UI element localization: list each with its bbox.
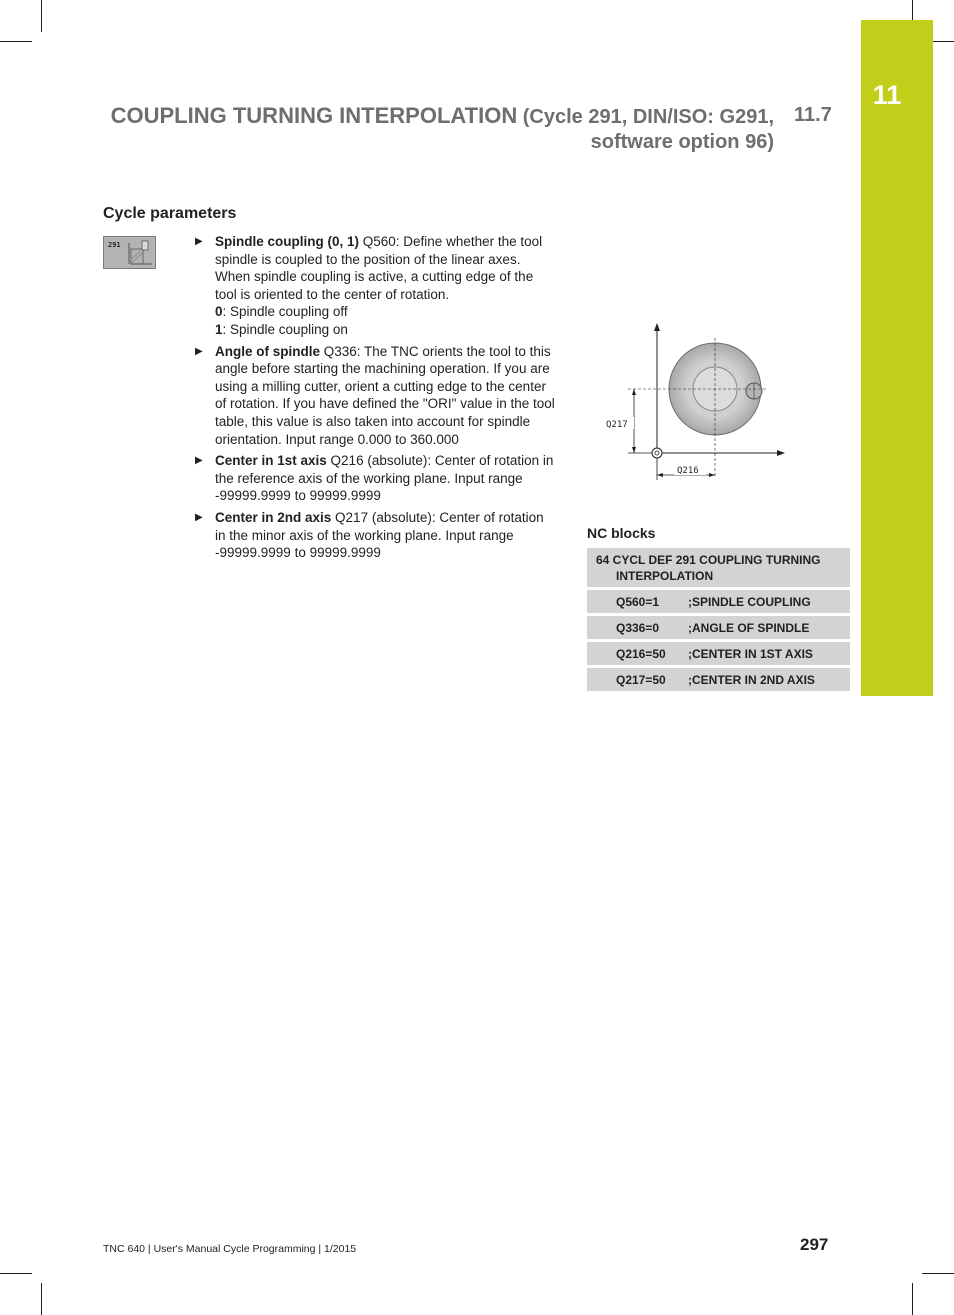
option-key: 1	[215, 321, 223, 337]
coupling-diagram	[598, 318, 790, 488]
chapter-number: 11	[872, 80, 902, 110]
y-axis-arrow-icon	[654, 323, 660, 331]
page-header	[111, 103, 774, 155]
header-title-sub-1: (Cycle 291, DIN/ISO: G291,	[517, 106, 774, 128]
crop-mark	[912, 1283, 913, 1315]
bullet-triangle-icon: ▶	[195, 511, 203, 523]
crop-mark	[41, 1283, 42, 1315]
param-item	[195, 509, 557, 562]
param-text: Q216 (absolute): Center of rotation in the reference axis of the working plane. Input range -99999.9999 to 99999.9999	[215, 453, 554, 504]
nc-param: Q336=0	[616, 621, 660, 635]
param-name: Center in 1st axis	[215, 453, 327, 469]
crop-mark	[41, 0, 42, 32]
q216-label: Q216	[677, 466, 699, 476]
footer-text: TNC 640 | User's Manual Cycle Programming | 1/2015	[103, 1243, 357, 1255]
param-name: Spindle coupling (0, 1)	[215, 234, 360, 249]
param-text: Q217 (absolute): Center of rotation in the minor axis of the working plane. Input range -99999.9999 to 99999.9999	[215, 509, 544, 561]
nc-blocks-title: NC blocks	[587, 525, 656, 541]
param-name: Center in 2nd axis	[215, 509, 332, 525]
crop-mark	[0, 41, 32, 42]
crop-mark	[0, 1273, 32, 1274]
option-text: : Spindle coupling off	[222, 304, 348, 320]
param-item	[195, 343, 557, 449]
nc-comment: ;CENTER IN 2ND AXIS	[688, 673, 815, 687]
nc-blocks-table	[587, 548, 850, 694]
nc-comment: ;SPINDLE COUPLING	[688, 595, 811, 609]
param-item	[195, 452, 557, 505]
option-text: : Spindle coupling on	[222, 321, 348, 337]
page-number: 297	[800, 1235, 829, 1254]
nc-block-row	[587, 616, 850, 639]
softkey-label: 291	[108, 241, 121, 249]
param-item	[195, 233, 557, 339]
nc-param: Q216=50	[616, 647, 666, 661]
nc-block-row	[587, 668, 850, 691]
nc-param: Q217=50	[616, 673, 666, 687]
section-number: 11.7	[794, 104, 832, 126]
crop-mark	[922, 1273, 954, 1274]
chapter-tab	[861, 20, 933, 696]
nc-block-row	[587, 590, 850, 613]
nc-block-header-row: 64 CYCL DEF 291 COUPLING TURNING INTERPOLATION	[587, 548, 850, 587]
cycle-291-icon	[104, 237, 155, 268]
section-title: Cycle parameters	[103, 205, 237, 222]
nc-block-row	[587, 642, 850, 665]
param-text: Q560: Define whether the tool spindle is coupled to the position of the linear axes. When spindle coupling is active, a cutting edge of the tool is oriented to the center of rotation.	[215, 234, 543, 302]
param-name: Angle of spindle	[215, 343, 321, 359]
q217-label: Q217	[606, 420, 628, 430]
header-title-sub-2: software option 96)	[590, 131, 774, 153]
bullet-triangle-icon: ▶	[195, 236, 203, 247]
bullet-triangle-icon: ▶	[195, 455, 203, 467]
x-axis-arrow-icon	[777, 450, 785, 456]
param-text: Q336: The TNC orients the tool to this angle before starting the machining operation. If you are using a milling cutter, orient a cutting edge to the center of rotation. If you have defined the "ORI" value in the tool table, this value is also taken into account for spindle orientation. Input range 0.000 to 360.000	[215, 343, 555, 447]
nc-comment: ;CENTER IN 1ST AXIS	[688, 647, 813, 661]
cycle-softkey-icon	[103, 236, 156, 269]
nc-comment: ;ANGLE OF SPINDLE	[688, 621, 810, 635]
nc-param: Q560=1	[616, 595, 660, 609]
bullet-triangle-icon: ▶	[195, 345, 203, 357]
option-key: 0	[215, 304, 223, 320]
header-title-main: COUPLING TURNING INTERPOLATION	[110, 103, 518, 128]
parameter-list	[195, 233, 557, 566]
